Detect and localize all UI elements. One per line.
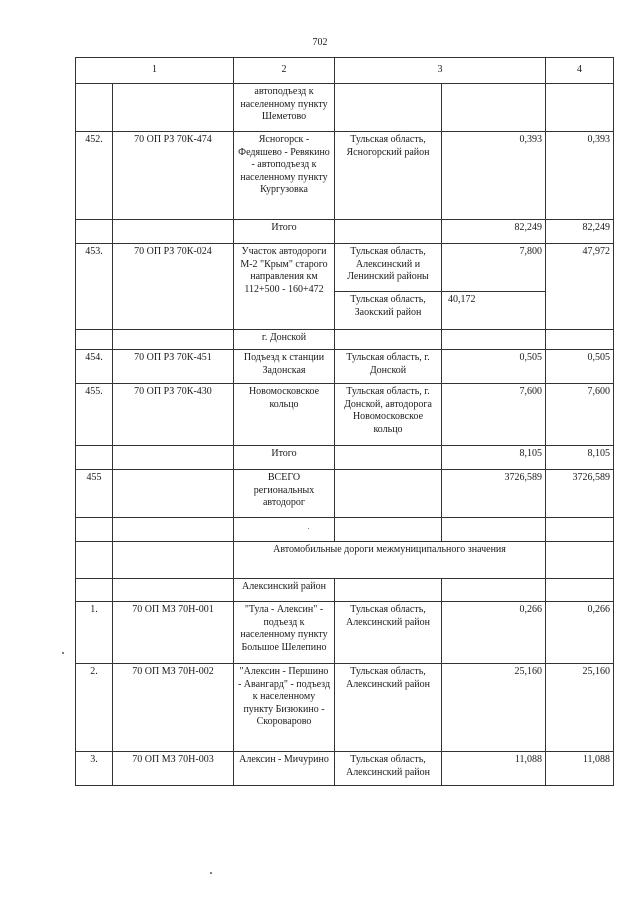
road-total: 0,393 [546,132,614,220]
page-number: 702 [312,37,328,48]
scan-speck [210,872,212,874]
table-row [76,132,614,220]
grand-total-length: 3726,589 [442,470,546,518]
road-region: Тульская область, Алексинский район [335,664,442,752]
road-length: 0,505 [442,350,546,384]
road-name: Участок автодороги М-2 "Крым" старого направления км 112+500 - 160+472 [234,244,335,330]
road-region: Тульская область, Ясногорский район [335,132,442,220]
road-length: 7,600 [442,384,546,446]
road-name: Ясногорск - Федяшево - Ревякино - автоподъезд к населенному пункту Кургузовка [234,132,335,220]
road-code: 70 ОП МЗ 70Н-002 [113,664,234,752]
section-label: г. Донской [234,330,335,350]
subtotal-length: 8,105 [442,446,546,470]
road-length: 11,088 [442,752,546,786]
road-region-part-b: Тульская область, Заокский район [335,292,442,330]
road-total: 0,505 [546,350,614,384]
grand-total-label: ВСЕГО региональных автодорог [234,470,335,518]
header-row [76,58,614,84]
section-row [76,330,614,350]
road-name: Подъезд к станции Задонская [234,350,335,384]
road-name: автоподъезд к населенному пункту Шеметово [234,84,335,132]
header-col-4: 4 [546,58,614,84]
header-col-1: 1 [76,58,234,84]
road-region: Тульская область, Алексинский район [335,602,442,664]
table-row [76,244,614,292]
header-col-3: 3 [335,58,546,84]
section-row [76,542,614,579]
table-row [76,602,614,664]
road-length-part-a: 7,800 [442,244,546,292]
row-number: 455. [76,384,113,446]
table-row [76,384,614,446]
row-number: 453. [76,244,113,330]
row-number: 3. [76,752,113,786]
road-name: "Тула - Алексин" - подъезд к населенному пункту Большое Шелепино [234,602,335,664]
scan-speck [62,652,64,654]
table-row [76,664,614,752]
section-label: Алексинский район [234,579,335,602]
grand-total-row [76,470,614,518]
road-total: 47,972 [546,244,614,330]
empty-row [76,518,614,542]
road-region: Тульская область, г. Донской, автодорога Новомосковское кольцо [335,384,442,446]
subtotal-row [76,220,614,244]
section-row [76,579,614,602]
road-name: "Алексин - Першино - Авангард" - подъезд к населенному пункту Бизюкино - Скороварово [234,664,335,752]
road-length: 0,266 [442,602,546,664]
table-row [76,350,614,384]
road-total: 7,600 [546,384,614,446]
road-length: 0,393 [442,132,546,220]
road-code: 70 ОП РЗ 70К-024 [113,244,234,330]
road-length-part-b: 40,172 [442,292,546,330]
road-code: 70 ОП РЗ 70К-430 [113,384,234,446]
road-total: 0,266 [546,602,614,664]
roads-table [75,57,614,786]
road-name: Новомосковское кольцо [234,384,335,446]
subtotal-length: 82,249 [442,220,546,244]
road-region-part-a: Тульская область, Алексинский и Ленинский районы [335,244,442,292]
grand-total-total: 3726,589 [546,470,614,518]
row-number: 455 [76,470,113,518]
scan-speck [308,528,309,529]
road-code: 70 ОП МЗ 70Н-001 [113,602,234,664]
subtotal-label: Итого [234,220,335,244]
subtotal-label: Итого [234,446,335,470]
subtotal-row [76,446,614,470]
row-number: 2. [76,664,113,752]
road-total: 11,088 [546,752,614,786]
road-total: 25,160 [546,664,614,752]
road-length: 25,160 [442,664,546,752]
road-region: Тульская область, Алексинский район [335,752,442,786]
subtotal-total: 8,105 [546,446,614,470]
road-code: 70 ОП РЗ 70К-474 [113,132,234,220]
header-col-2: 2 [234,58,335,84]
road-code: 70 ОП РЗ 70К-451 [113,350,234,384]
road-code: 70 ОП МЗ 70Н-003 [113,752,234,786]
table-row [76,752,614,786]
section-label: Автомобильные дороги межмуниципального значения [234,542,546,579]
table-row [76,84,614,132]
road-region: Тульская область, г. Донской [335,350,442,384]
row-number: 1. [76,602,113,664]
road-name: Алексин - Мичурино [234,752,335,786]
row-number: 454. [76,350,113,384]
row-number: 452. [76,132,113,220]
subtotal-total: 82,249 [546,220,614,244]
